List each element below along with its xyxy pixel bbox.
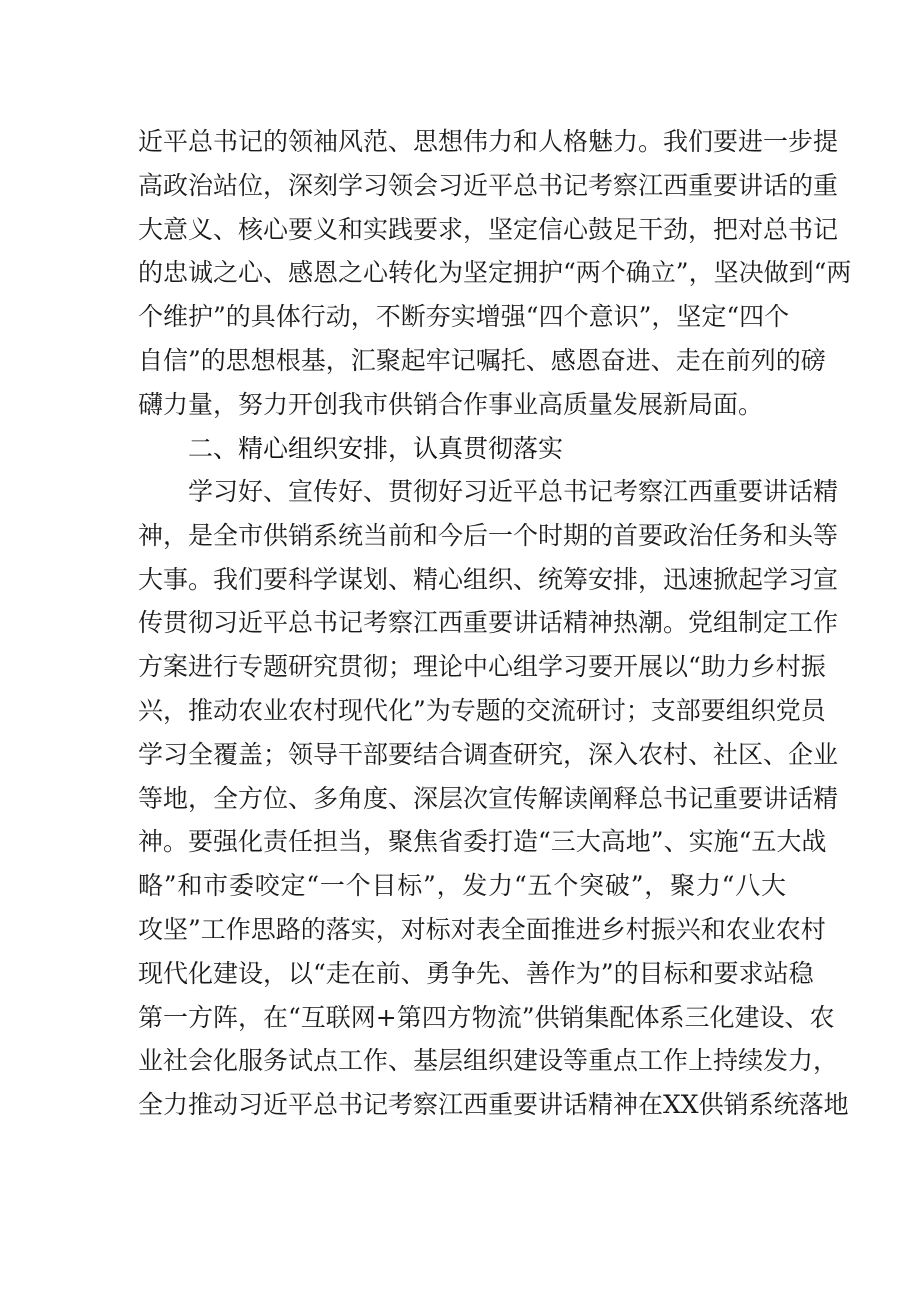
section-heading: 二、精心组织安排，认真贯彻落实 xyxy=(188,433,564,463)
paragraph-2 xyxy=(138,470,849,1127)
text-line: 现代化建设，以“走在前、勇争先、善作为”的目标和要求站稳 xyxy=(138,958,814,988)
text-line: 的忠诚之心、感恩之心转化为坚定拥护“两个确立”，坚决做到“两 xyxy=(138,258,852,288)
text-line: 攻坚”工作思路的落实，对标对表全面推进乡村振兴和农业农村 xyxy=(138,914,826,944)
text-line: 业社会化服务试点工作、基层组织建设等重点工作上持续发力， xyxy=(138,1046,839,1076)
text-line: 学习全覆盖；领导干部要结合调查研究，深入农村、社区、企业 xyxy=(138,739,839,769)
text-line: 兴，推动农业农村现代化”为专题的交流研讨；支部要组织党员 xyxy=(138,695,826,725)
text-line: 学习好、宣传好、贯彻好习近平总书记考察江西重要讲话精 xyxy=(188,477,839,506)
text-line: 第一方阵，在“互联网+第四方物流”供销集配体系三化建设、农 xyxy=(138,1002,835,1032)
text-line: 高政治站位，深刻学习领会习近平总书记考察江西重要讲话的重 xyxy=(138,170,839,200)
text-line: 等地，全方位、多角度、深层次宣传解读阐释总书记重要讲话精 xyxy=(138,783,839,813)
text-line: 礴力量，努力开创我市供销合作事业高质量发展新局面。 xyxy=(138,389,764,419)
text-line: 全力推动习近平总书记考察江西重要讲话精神在XX供销系统落地 xyxy=(138,1090,849,1120)
text-line: 个维护”的具体行动，不断夯实增强“四个意识”，坚定“四个 xyxy=(138,302,790,332)
text-line: 传贯彻习近平总书记考察江西重要讲话精神热潮。党组制定工作 xyxy=(138,608,839,638)
text-line: 大意义、核心要义和实践要求，坚定信心鼓足干劲，把对总书记 xyxy=(138,214,839,244)
text-line: 大事。我们要科学谋划、精心组织、统筹安排，迅速掀起学习宣 xyxy=(138,564,839,594)
text-line: 神，是全市供销系统当前和今后一个时期的首要政治任务和头等 xyxy=(138,520,839,550)
text-line: 自信”的思想根基，汇聚起牢记嘱托、感恩奋进、走在前列的磅 xyxy=(138,345,826,375)
text-line: 方案进行专题研究贯彻；理论中心组学习要开展以“助力乡村振 xyxy=(138,652,826,682)
paragraph-1 xyxy=(138,120,852,470)
text-line: 神。要强化责任担当，聚焦省委打造“三大高地”、实施“五大战 xyxy=(138,827,827,857)
text-line: 近平总书记的领袖风范、思想伟力和人格魅力。我们要进一步提 xyxy=(138,127,839,156)
text-line: 略”和市委咬定“一个目标”，发力“五个突破”，聚力“八大 xyxy=(138,871,786,901)
